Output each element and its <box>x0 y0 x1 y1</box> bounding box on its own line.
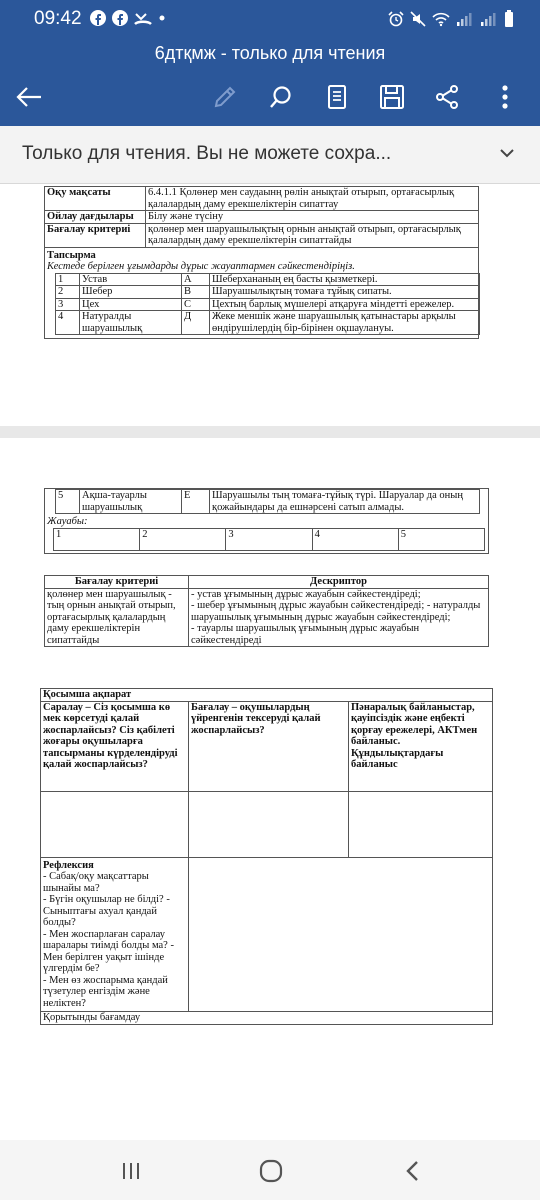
read-only-banner[interactable] <box>0 126 540 184</box>
more-icon <box>501 84 509 110</box>
match-row <box>56 273 480 286</box>
reflection-item: - Сабақ/оқу мақсаттары шынайы ма? <box>43 871 149 894</box>
match-table <box>55 273 480 336</box>
match-term: Цех <box>80 298 182 311</box>
answer-cell: 4 <box>312 528 398 550</box>
match-number: 3 <box>56 298 80 311</box>
differentiation-header: Саралау – Сіз қосымша кө мек көрсетуді қалай жоспарлайсыз? Сіз қабілеті жоғары оқушыларға тапсырманы күрделендіруді қалай жоспарлайсыз? <box>41 701 189 791</box>
descriptor-item: - тауарлы шаруашылық ұғымының дұрыс жауабын сәйкестендіреді <box>191 623 420 646</box>
signal-icon <box>456 11 474 27</box>
facebook-icon <box>90 10 106 26</box>
document-page-1 <box>0 184 540 426</box>
back-button[interactable] <box>12 80 46 114</box>
banner-text: Только для чтения. Вы не можете сохра... <box>22 143 392 164</box>
match-table-continued <box>55 489 480 514</box>
home-button[interactable] <box>256 1156 286 1186</box>
match-number: 5 <box>56 490 80 514</box>
meta-label: Ойлау дағдылары <box>45 211 146 224</box>
reflection-item: - Бүгін оқушылар не білді? - Сыныптағы ахуал қандай болды? <box>43 894 170 928</box>
reflection-item: - Мен өз жоспарыма қандай түзетулер енгіздім және неліктен? <box>43 974 168 1009</box>
reflection-item: - Мен жоспарлаған саралау шаралары тиімді болды ма? - Мен берілген уақыт ішінде үлгердім бе? <box>43 928 174 974</box>
task-instruction: Кестеде берілген ұғымдарды дұрыс жауаптармен сәйкестендіріңіз. <box>47 261 355 272</box>
reading-mode-icon <box>325 84 349 110</box>
status-time: 09:42 <box>34 8 82 29</box>
match-definition: Шеберхананың ең басты қызметкері. <box>210 273 480 286</box>
match-term: Натуралды шаруашылық <box>80 311 182 335</box>
answer-cell: 1 <box>54 528 140 550</box>
back-nav-button[interactable] <box>398 1156 428 1186</box>
answer-cell: 3 <box>226 528 312 550</box>
match-row <box>56 490 480 514</box>
wifi-icon <box>432 11 450 27</box>
answer-cell: 5 <box>398 528 484 550</box>
app-toolbar <box>0 68 540 126</box>
dot-icon <box>158 10 166 26</box>
match-number: 1 <box>56 273 80 286</box>
save-button[interactable] <box>375 80 409 114</box>
empty-cell <box>349 791 493 857</box>
criteria-header: Бағалау критериі <box>45 576 189 589</box>
pen-icon <box>212 84 238 110</box>
answers-label: Жауабы: <box>47 516 88 527</box>
match-letter: С <box>182 298 210 311</box>
empty-cell <box>41 791 189 857</box>
alarm-icon <box>388 11 404 27</box>
meta-row <box>45 187 479 211</box>
match-term: Шебер <box>80 286 182 299</box>
match-term: Ақша-тауарлы шаруашылық <box>80 490 182 514</box>
meta-row <box>45 223 479 247</box>
battery-icon <box>504 10 514 28</box>
search-icon <box>268 84 294 110</box>
document-title: 6дтқмж - только для чтения <box>0 38 540 68</box>
facebook-icon <box>112 10 128 26</box>
answers-table <box>44 488 489 554</box>
match-term: Устав <box>80 273 182 286</box>
meta-label: Бағалау критериі <box>45 223 146 247</box>
match-definition: Шаруашылы тың томаға-тұйық түрі. Шаруалар да оның қожайындары да ешнәрсені сатып алмады. <box>210 490 480 514</box>
empty-cell <box>189 791 349 857</box>
system-nav-bar <box>0 1140 540 1200</box>
descriptor-item: - шебер ұғымының дұрыс жауабын сәйкестендіреді; - натуралды шаруашылық ұғымының дұрыс жауабын сәйкестендіреді; <box>191 600 481 623</box>
meta-value: қолөнер мен шаруашылықтың орнын анықтай отырып, ортағасырлық қалалардың даму ерекшеліктерін сипаттайды <box>146 223 479 247</box>
additional-info-title: Қосымша ақпарат <box>41 689 493 702</box>
meta-row <box>45 211 479 224</box>
signal-icon <box>480 11 498 27</box>
match-definition: Шаруашылықтың томаға тұйық сипаты. <box>210 286 480 299</box>
document-page-2 <box>0 438 540 1140</box>
match-row <box>56 311 480 335</box>
meta-table <box>44 186 479 339</box>
criteria-table <box>44 575 489 647</box>
additional-info-table <box>40 688 493 1025</box>
reading-mode-button[interactable] <box>320 80 354 114</box>
chevron-down-icon <box>498 144 516 162</box>
recent-apps-icon <box>120 1161 142 1181</box>
back-arrow-icon <box>16 86 42 108</box>
criteria-text: қолөнер мен шаруашылық - тың орнын анықтай отырып, ортағасырлық қалалардың даму ерекшеліктерін сипаттайды <box>45 588 189 647</box>
missed-call-icon <box>134 10 152 26</box>
match-number: 2 <box>56 286 80 299</box>
share-icon <box>434 84 460 110</box>
match-letter: Е <box>182 490 210 514</box>
match-row <box>56 298 480 311</box>
match-letter: В <box>182 286 210 299</box>
back-icon <box>403 1159 423 1183</box>
descriptor-item: - устав ұғымының дұрыс жауабын сәйкестендіреді; <box>191 588 421 600</box>
search-button[interactable] <box>264 80 298 114</box>
meta-value: 6.4.1.1 Қолөнер мен саудаынң рөлін анықтай отырып, ортағасырлық қалалардың даму ерекшеліктерін сипаттау <box>146 187 479 211</box>
recent-apps-button[interactable] <box>116 1156 146 1186</box>
reflection-title: Рефлексия <box>43 859 94 871</box>
share-button[interactable] <box>430 80 464 114</box>
save-icon <box>379 84 405 110</box>
more-options-button[interactable] <box>488 80 522 114</box>
assessment-header: Бағалау – оқушылардың үйренгенін тексеруді қалай жоспарлайсыз? <box>189 701 349 791</box>
status-bar <box>0 0 540 38</box>
match-definition: Цехтың барлық мүшелері атқаруға міндетті ережелер. <box>210 298 480 311</box>
task-row <box>45 247 479 339</box>
answer-cell: 2 <box>140 528 226 550</box>
home-icon <box>258 1158 284 1184</box>
task-title: Тапсырма <box>47 249 96 261</box>
match-definition: Жеке меншік және шаруашылық қатынастары арқылы өндірушілердің бір-бірінен оқшаулануы. <box>210 311 480 335</box>
mute-icon <box>410 11 426 27</box>
cross-curricular-header: Пәнаралық байланыстар, қауіпсіздік және еңбекті қорғау ережелері, АКТмен байланыс. Құндылықтардағы байланыс <box>349 701 493 791</box>
meta-value: Білу және түсіну <box>146 211 479 224</box>
match-letter: А <box>182 273 210 286</box>
edit-button[interactable] <box>208 80 242 114</box>
match-number: 4 <box>56 311 80 335</box>
match-letter: Д <box>182 311 210 335</box>
match-row <box>56 286 480 299</box>
summary-label: Қорытынды бағамдау <box>41 1012 493 1025</box>
answer-grid <box>53 528 485 551</box>
reflection-answer-cell <box>189 857 493 1012</box>
meta-label: Оқу мақсаты <box>45 187 146 211</box>
banner-expand-button[interactable] <box>498 144 516 167</box>
descriptor-header: Дескриптор <box>189 576 489 589</box>
